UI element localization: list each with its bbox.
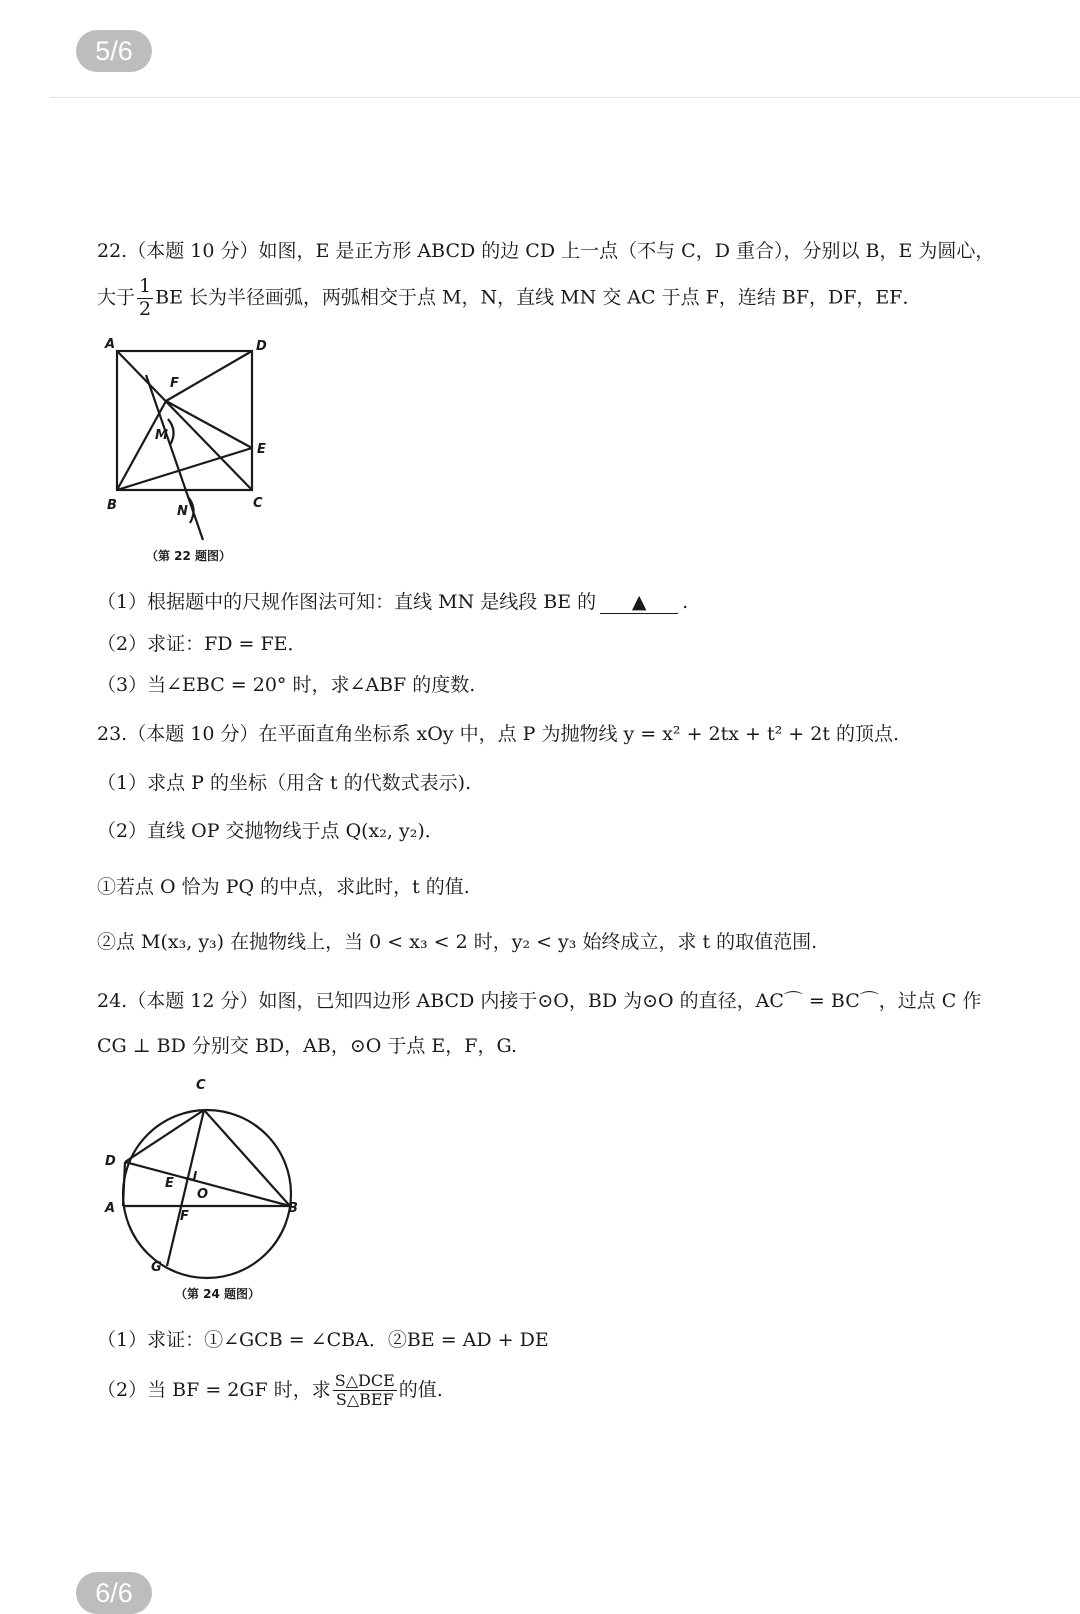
q22-part1-text: （1）根据题中的尺规作图法可知：直线 MN 是线段 BE 的 — [97, 591, 597, 613]
segment-ef — [166, 401, 252, 448]
q24-area-ratio — [333, 1372, 397, 1410]
page-indicator-top: 5/6 — [76, 30, 152, 72]
q23-sub2: ②点 M(x₃, y₃) 在抛物线上，当 0 < x₃ < 2 时，y₂ < y₃ 始终成立，求 t 的取值范围. — [97, 931, 818, 953]
label-g: G — [151, 1260, 162, 1275]
answer-blank: ▲ — [600, 591, 678, 614]
label-e: E — [165, 1176, 174, 1191]
label-f: F — [180, 1209, 189, 1224]
segment-df — [166, 351, 252, 401]
q22-fraction — [137, 276, 153, 321]
page-divider — [50, 97, 1080, 98]
q23-part2: （2）直线 OP 交抛物线于点 Q(x₂, y₂)． — [97, 820, 444, 842]
q24-ratio-denominator: S△BEF — [335, 1390, 394, 1410]
q24-part2-post: 的值. — [398, 1378, 443, 1401]
chord-dc — [125, 1110, 204, 1162]
q24-figure — [100, 1072, 310, 1282]
q24-part2-pre: （2）当 BF = 2GF 时，求 — [97, 1378, 331, 1401]
q24-part1: （1）求证：①∠GCB = ∠CBA．②BE = AD + DE — [97, 1329, 549, 1351]
chord-cb — [204, 1110, 290, 1206]
q23-heading: 23.（本题 10 分）在平面直角坐标系 xOy 中，点 P 为抛物线 y = x² + 2tx + t² + 2t 的顶点. — [97, 723, 900, 745]
q22-part3: （3）当∠EBC = 20° 时，求∠ABF 的度数. — [97, 674, 476, 696]
label-e: E — [257, 442, 266, 457]
label-b: B — [107, 498, 117, 513]
q24-ratio-numerator: S△DCE — [334, 1371, 395, 1390]
label-a: A — [105, 1201, 116, 1216]
label-n: N — [177, 504, 188, 519]
label-b: B — [288, 1201, 298, 1216]
q24-heading: 24.（本题 12 分）如图，已知四边形 ABCD 内接于⊙O，BD 为⊙O 的直径，AC⌒ = BC⌒，过点 C 作 — [97, 990, 982, 1012]
label-c: C — [253, 496, 263, 511]
chord-ad — [123, 1162, 125, 1206]
q23-part1: （1）求点 P 的坐标（用含 t 的代数式表示). — [97, 772, 472, 794]
q22-heading: 22.（本题 10 分）如图，E 是正方形 ABCD 的边 CD 上一点（不与 C，D 重合），分别以 B，E 为圆心， — [97, 240, 995, 262]
q22-line2 — [97, 276, 921, 321]
q22-part2: （2）求证：FD = FE． — [97, 633, 307, 655]
line-mn — [146, 375, 203, 540]
q24-part2 — [97, 1372, 443, 1410]
q22-fraction-numerator: 1 — [139, 275, 152, 297]
q22-line2-pre: 大于 — [97, 286, 136, 309]
q22-fraction-denominator: 2 — [139, 297, 152, 320]
label-c: C — [196, 1078, 206, 1093]
label-d: D — [105, 1154, 116, 1169]
label-f: F — [170, 376, 179, 391]
q22-part1-end: . — [682, 591, 689, 613]
label-m: M — [155, 428, 168, 443]
q24-line2: CG ⊥ BD 分别交 BD，AB，⊙O 于点 E，F，G. — [97, 1035, 517, 1057]
q22-line2-post: BE 长为半径画弧，两弧相交于点 M，N，直线 MN 交 AC 于点 F，连结 BF，DF，EF． — [155, 286, 922, 309]
right-angle-mark — [185, 1171, 196, 1180]
q22-part1 — [97, 587, 688, 614]
label-o: O — [197, 1187, 209, 1202]
q22-figure — [100, 335, 280, 545]
page-indicator-bottom: 6/6 — [76, 1572, 152, 1614]
q23-sub1: ①若点 O 恰为 PQ 的中点，求此时，t 的值. — [97, 876, 470, 898]
label-d: D — [256, 339, 267, 354]
q22-figure-caption: （第 22 题图） — [146, 549, 232, 563]
label-a: A — [105, 337, 116, 352]
q24-figure-caption: （第 24 题图） — [175, 1287, 261, 1301]
